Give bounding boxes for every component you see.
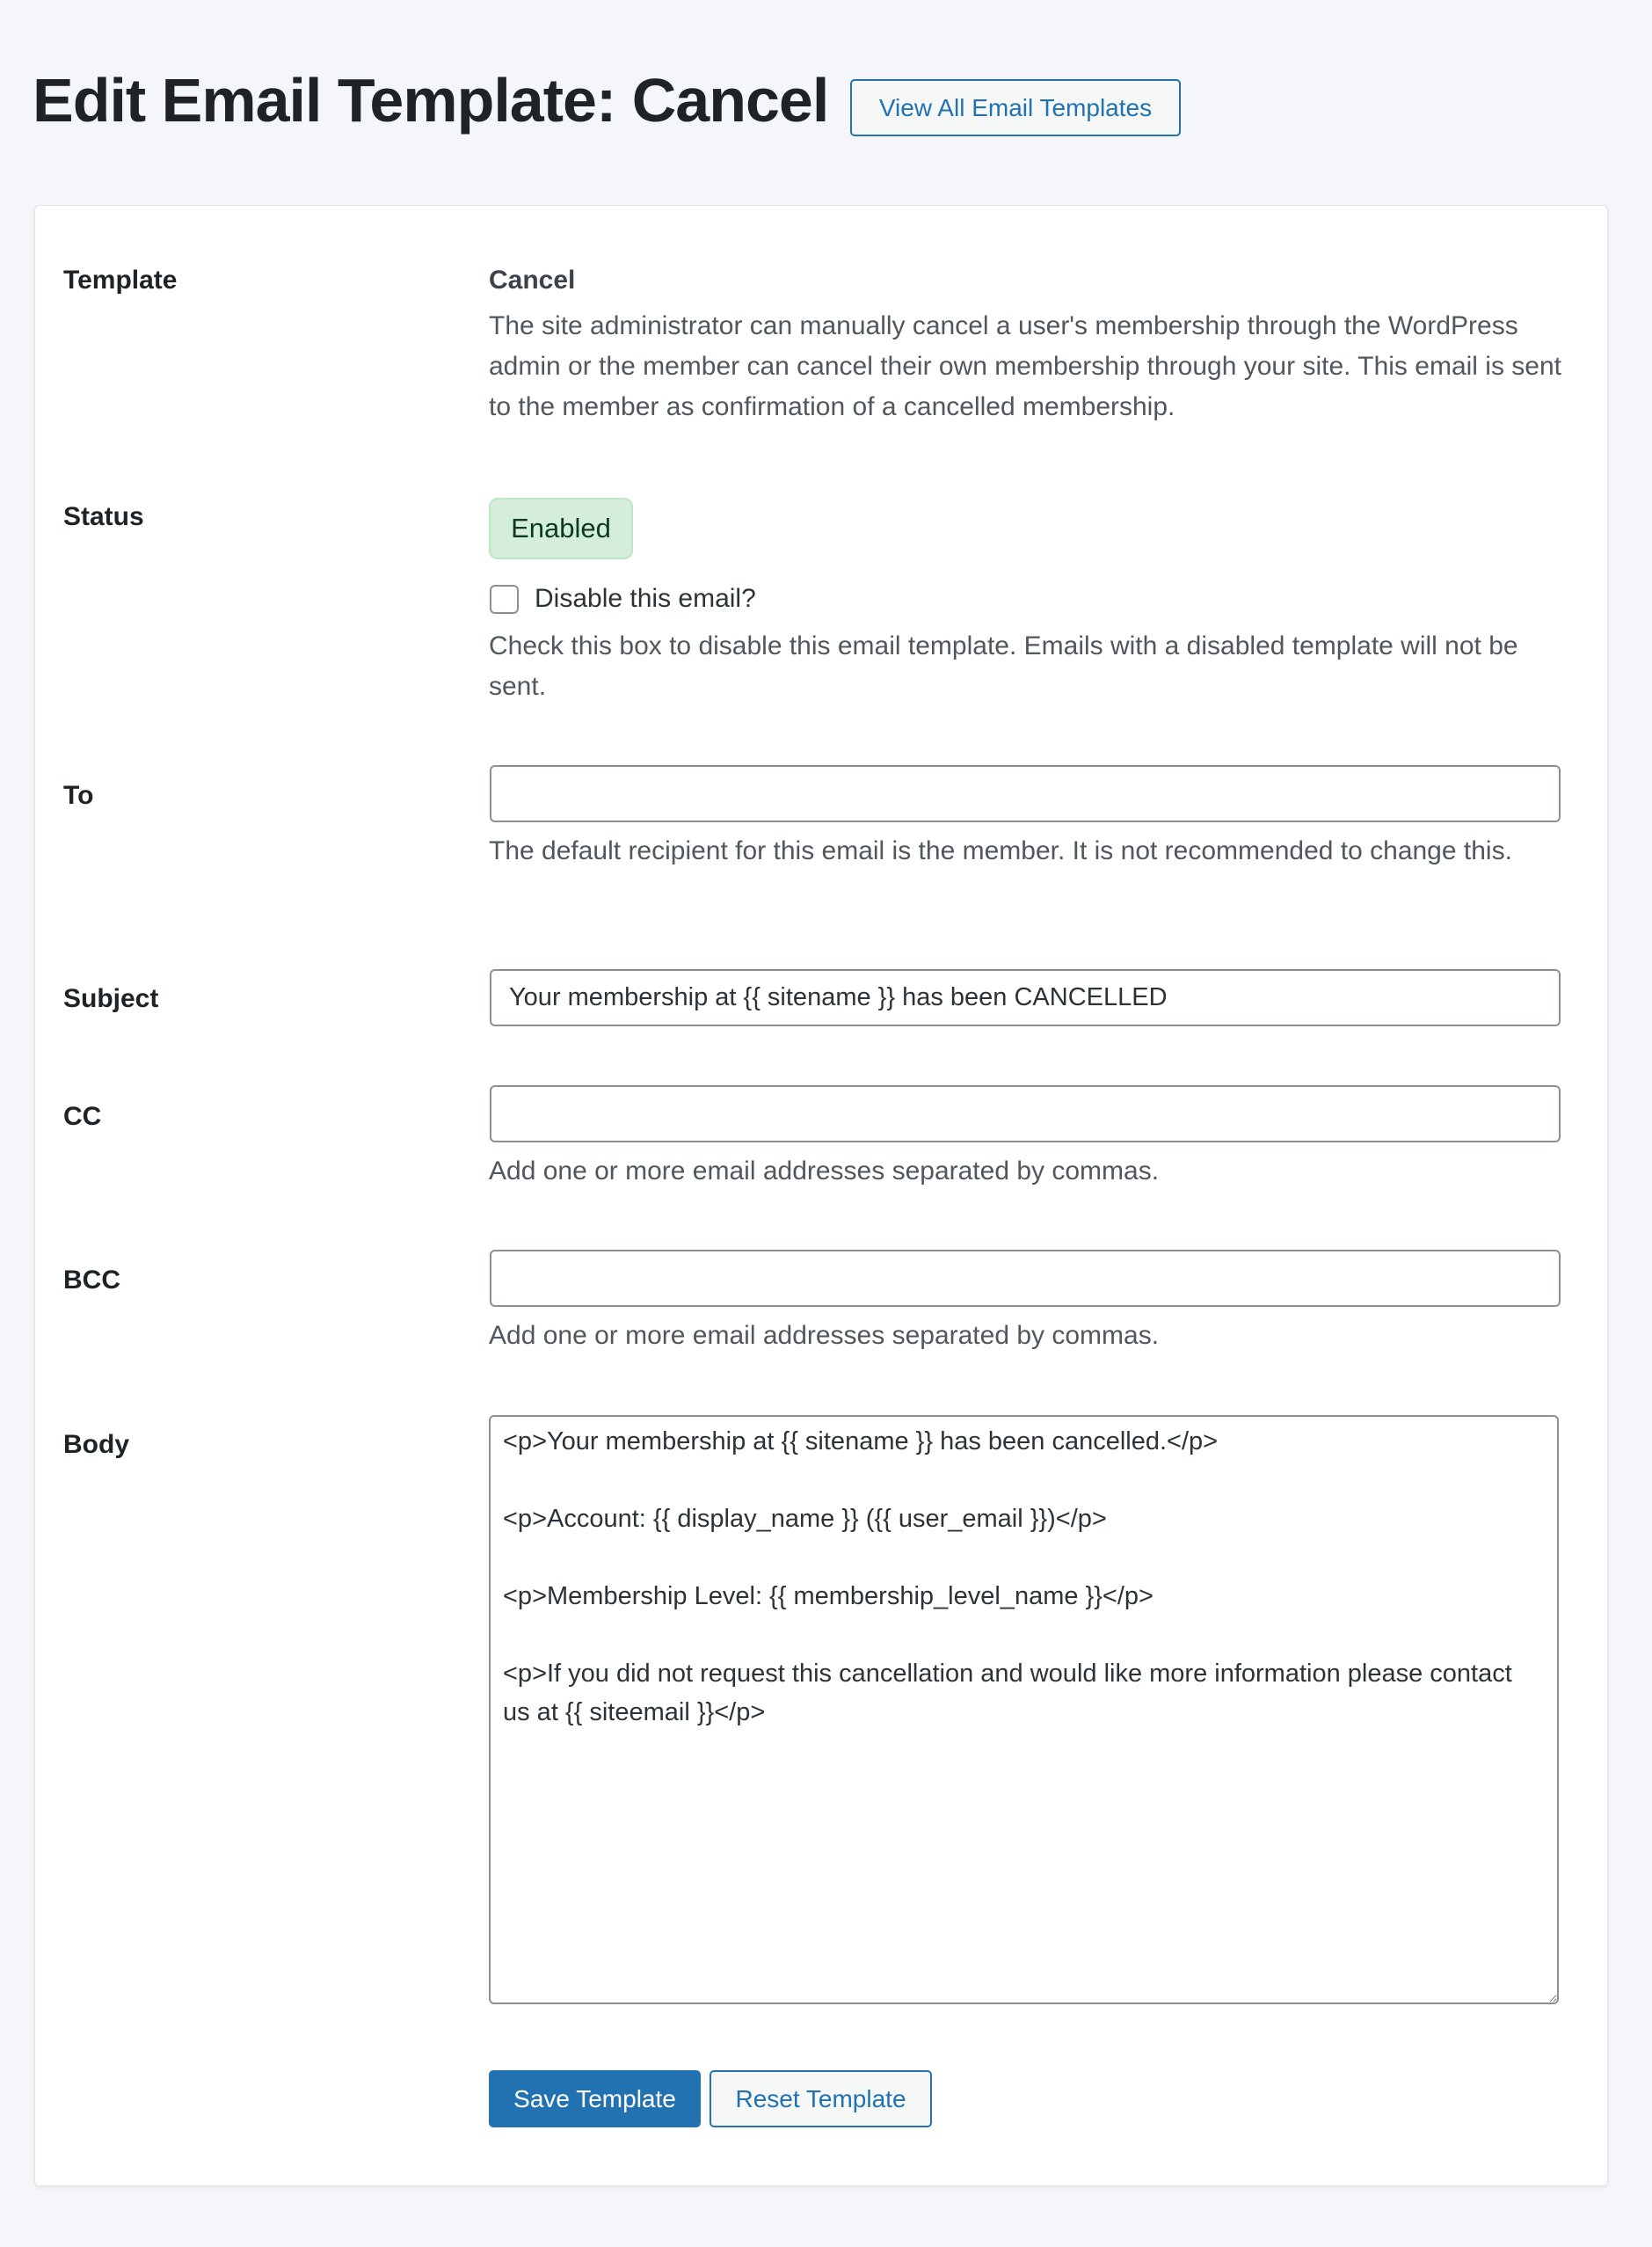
- body-textarea[interactable]: [489, 1415, 1559, 2004]
- cc-input[interactable]: [490, 1085, 1561, 1142]
- cc-help: Add one or more email addresses separated by commas.: [489, 1156, 1160, 1186]
- status-help: Check this box to disable this email template. Emails with a disabled template will not be sent.: [489, 631, 1518, 701]
- to-label: To: [63, 781, 94, 810]
- status-badge: Enabled: [489, 498, 633, 559]
- save-template-button[interactable]: Save Template: [489, 2070, 701, 2127]
- status-label: Status: [63, 502, 144, 531]
- view-all-email-templates-button[interactable]: View All Email Templates: [850, 79, 1181, 136]
- template-description: The site administrator can manually cancel a user's membership through the WordPress admin or the member can cancel their own membership through your site. This email is sent to the member as confirmation of a cancelled membership.: [489, 311, 1561, 421]
- to-help: The default recipient for this email is the member. It is not recommended to change this.: [489, 836, 1512, 865]
- disable-email-checkbox[interactable]: [490, 585, 519, 614]
- template-name: Cancel: [489, 266, 576, 295]
- bcc-label: BCC: [63, 1266, 120, 1295]
- body-label: Body: [63, 1430, 129, 1459]
- page-title: Edit Email Template: Cancel: [33, 66, 829, 135]
- template-label: Template: [63, 266, 178, 295]
- subject-label: Subject: [63, 984, 159, 1013]
- disable-email-label[interactable]: Disable this email?: [535, 584, 756, 613]
- bcc-help: Add one or more email addresses separated by commas.: [489, 1321, 1160, 1350]
- bcc-input[interactable]: [490, 1250, 1561, 1307]
- cc-label: CC: [63, 1102, 102, 1131]
- to-input[interactable]: [490, 765, 1561, 822]
- reset-template-button[interactable]: Reset Template: [710, 2070, 932, 2127]
- subject-input[interactable]: [490, 969, 1561, 1026]
